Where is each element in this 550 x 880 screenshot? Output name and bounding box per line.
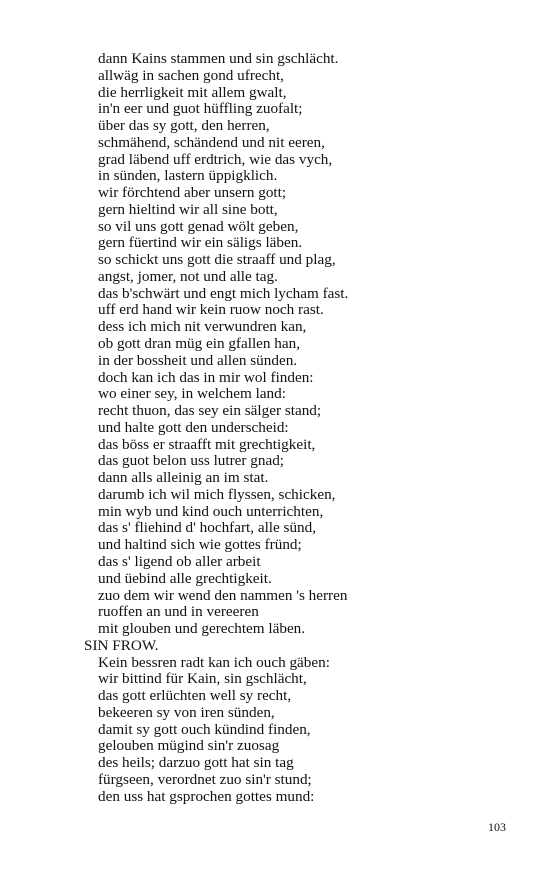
verse-line: min wyb und kind ouch unterrichten, xyxy=(98,502,324,520)
verse-line: gern füertind wir ein säligs läben. xyxy=(98,234,303,252)
verse-line: dann Kains stammen und sin gschlächt. xyxy=(98,50,339,67)
verse-line: den uss hat gsprochen gottes mund: xyxy=(98,787,315,805)
verse-line: ob gott dran müg ein gfallen han, xyxy=(98,335,301,353)
verse-line: allwäg in sachen gond ufrecht, xyxy=(98,66,284,84)
verse-line: damit sy gott ouch kündind finden, xyxy=(98,720,311,738)
verse-line: das b'schwärt und engt mich lycham fast. xyxy=(98,284,349,302)
verse-line: wo einer sey, in welchem land: xyxy=(98,385,286,403)
verse-line: doch kan ich das in mir wol finden: xyxy=(98,368,314,386)
verse-line: des heils; darzuo gott hat sin tag xyxy=(98,754,294,772)
verse-line: über das sy gott, den herren, xyxy=(98,117,270,135)
verse-line: und haltind sich wie gottes fründ; xyxy=(98,536,302,554)
verse-line: angst, jomer, not und alle tag. xyxy=(98,267,278,285)
verse-line: dess ich mich nit verwundren kan, xyxy=(98,318,307,336)
verse-line: zuo dem wir wend den nammen 's herren xyxy=(98,586,348,604)
verse-line: darumb ich wil mich flyssen, schicken, xyxy=(98,485,336,503)
verse-line: das gott erlüchten well sy recht, xyxy=(98,687,292,705)
verse-line: in der bossheit und allen sünden. xyxy=(98,351,298,369)
verse-line: das s' ligend ob aller arbeit xyxy=(98,552,261,570)
verse-line: bekeeren sy von iren sünden, xyxy=(98,703,275,721)
verse-line: grad läbend uff erdtrich, wie das vych, xyxy=(98,150,333,168)
verse-line: in'n eer und guot hüffling zuofalt; xyxy=(98,100,303,118)
verse-line: recht thuon, das sey ein sälger stand; xyxy=(98,402,322,420)
verse-line: dann alls alleinig an im stat. xyxy=(98,469,269,487)
verse-line: die herrligkeit mit allem gwalt, xyxy=(98,83,287,101)
verse-line: mit glouben und gerechtem läben. xyxy=(98,620,306,638)
verse-line: und halte gott den underscheid: xyxy=(98,418,289,436)
verse-line: gelouben mügind sin'r zuosag xyxy=(98,737,280,755)
verse-line: fürgseen, verordnet zuo sin'r stund; xyxy=(98,770,312,788)
verse-line: und üebind alle grechtigkeit. xyxy=(98,569,272,587)
verse-line: wir bittind für Kain, sin gschlächt, xyxy=(98,670,307,688)
page-number: 103 xyxy=(488,820,506,834)
verse-line: das s' fliehind d' hochfart, alle sünd, xyxy=(98,519,317,537)
verse-line: ruoffen an und in vereeren xyxy=(98,603,259,621)
speaker-label: SIN FROW. xyxy=(84,636,159,654)
verse-line: schmähend, schändend und nit eeren, xyxy=(98,133,325,151)
verse-text-block xyxy=(84,51,524,805)
verse-line: Kein bessren radt kan ich ouch gäben: xyxy=(98,653,330,671)
verse-line: wir förchtend aber unsern gott; xyxy=(98,184,287,202)
verse-line: gern hieltind wir all sine bott, xyxy=(98,200,278,218)
verse-line: uff erd hand wir kein ruow noch rast. xyxy=(98,301,324,319)
verse-line: das böss er straafft mit grechtigkeit, xyxy=(98,435,316,453)
verse-line: in sünden, lastern üppigklich. xyxy=(98,167,278,185)
verse-line: das guot belon uss lutrer gnad; xyxy=(98,452,285,470)
verse-line: so vil uns gott genad wölt geben, xyxy=(98,217,299,235)
verse-line: so schickt uns gott die straaff und plag, xyxy=(98,251,336,269)
